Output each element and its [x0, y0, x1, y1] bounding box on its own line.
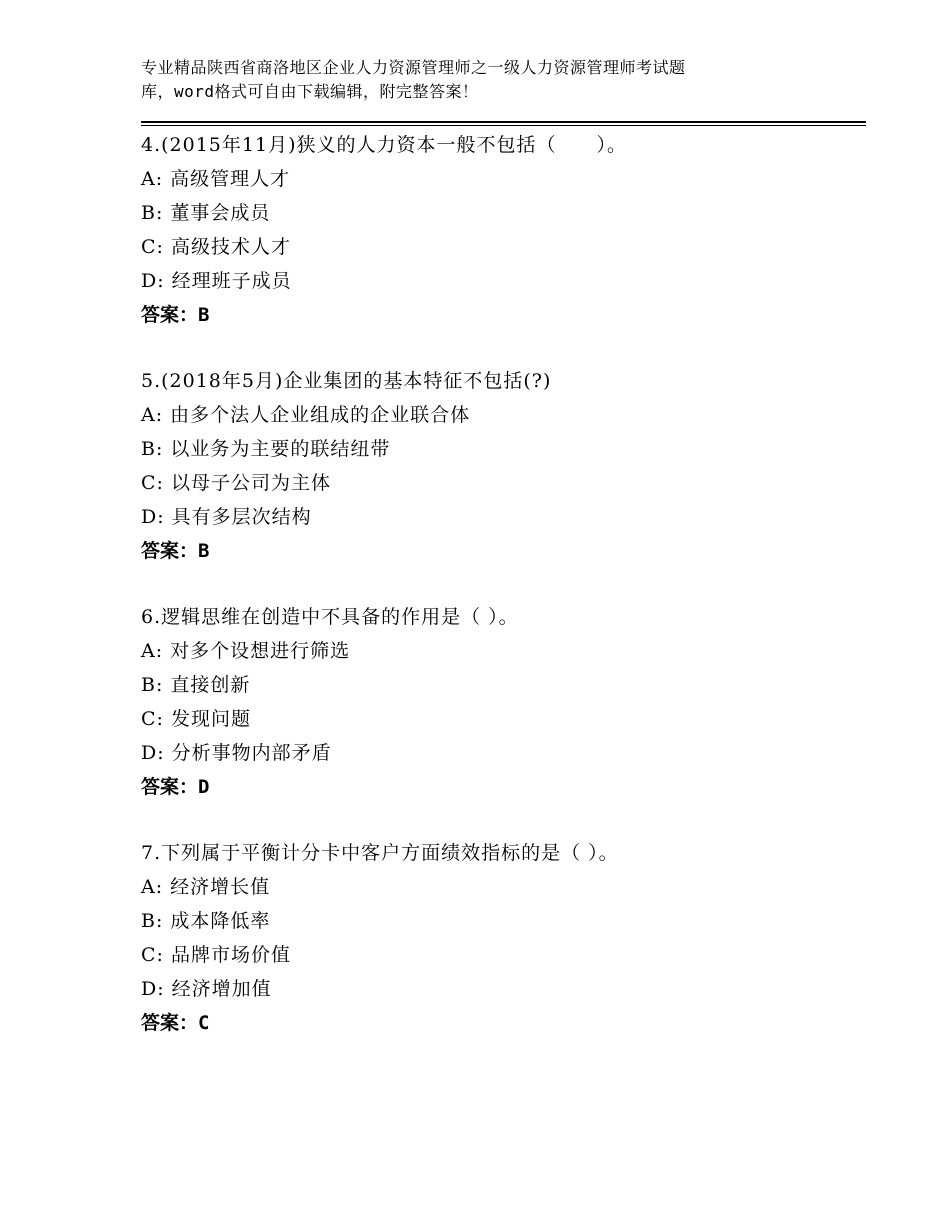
question-title: 5.(2018年5月)企业集团的基本特征不包括(?) [141, 370, 552, 392]
option-a: A: 经济增长值 [141, 876, 271, 898]
answer-label: 答案：B [141, 540, 210, 562]
question-6 [141, 600, 866, 804]
option-c: C: 高级技术人才 [141, 236, 291, 258]
option-a: A: 对多个设想进行筛选 [141, 640, 351, 662]
option-b: B: 以业务为主要的联结纽带 [141, 438, 391, 460]
question-5 [141, 364, 866, 568]
header-line-1: 专业精品陕西省商洛地区企业人力资源管理师之一级人力资源管理师考试题 [141, 58, 686, 77]
option-d: D: 分析事物内部矛盾 [141, 742, 332, 764]
option-b: B: 成本降低率 [141, 910, 271, 932]
option-d: D: 具有多层次结构 [141, 506, 312, 528]
header-line-2: 库，word格式可自由下载编辑，附完整答案！ [141, 82, 479, 101]
document-header [141, 56, 841, 104]
option-b: B: 董事会成员 [141, 202, 271, 224]
header-rule-thick [141, 121, 866, 123]
option-a: A: 由多个法人企业组成的企业联合体 [141, 404, 471, 426]
option-b: B: 直接创新 [141, 674, 251, 696]
question-title: 4.(2015年11月)狭义的人力资本一般不包括（ ）。 [141, 134, 627, 156]
option-c: C: 以母子公司为主体 [141, 472, 331, 494]
question-4 [141, 128, 866, 332]
answer-label: 答案：D [141, 776, 210, 798]
question-7 [141, 836, 866, 1040]
option-c: C: 发现问题 [141, 708, 251, 730]
option-c: C: 品牌市场价值 [141, 944, 291, 966]
answer-label: 答案：C [141, 1012, 210, 1034]
question-list [141, 128, 866, 1072]
header-rule-thin [141, 125, 866, 126]
answer-label: 答案：B [141, 304, 210, 326]
option-a: A: 高级管理人才 [141, 168, 291, 190]
option-d: D: 经济增加值 [141, 978, 272, 1000]
question-title: 6.逻辑思维在创造中不具备的作用是（ ）。 [141, 606, 519, 628]
option-d: D: 经理班子成员 [141, 270, 292, 292]
question-title: 7.下列属于平衡计分卡中客户方面绩效指标的是（ ）。 [141, 842, 619, 864]
